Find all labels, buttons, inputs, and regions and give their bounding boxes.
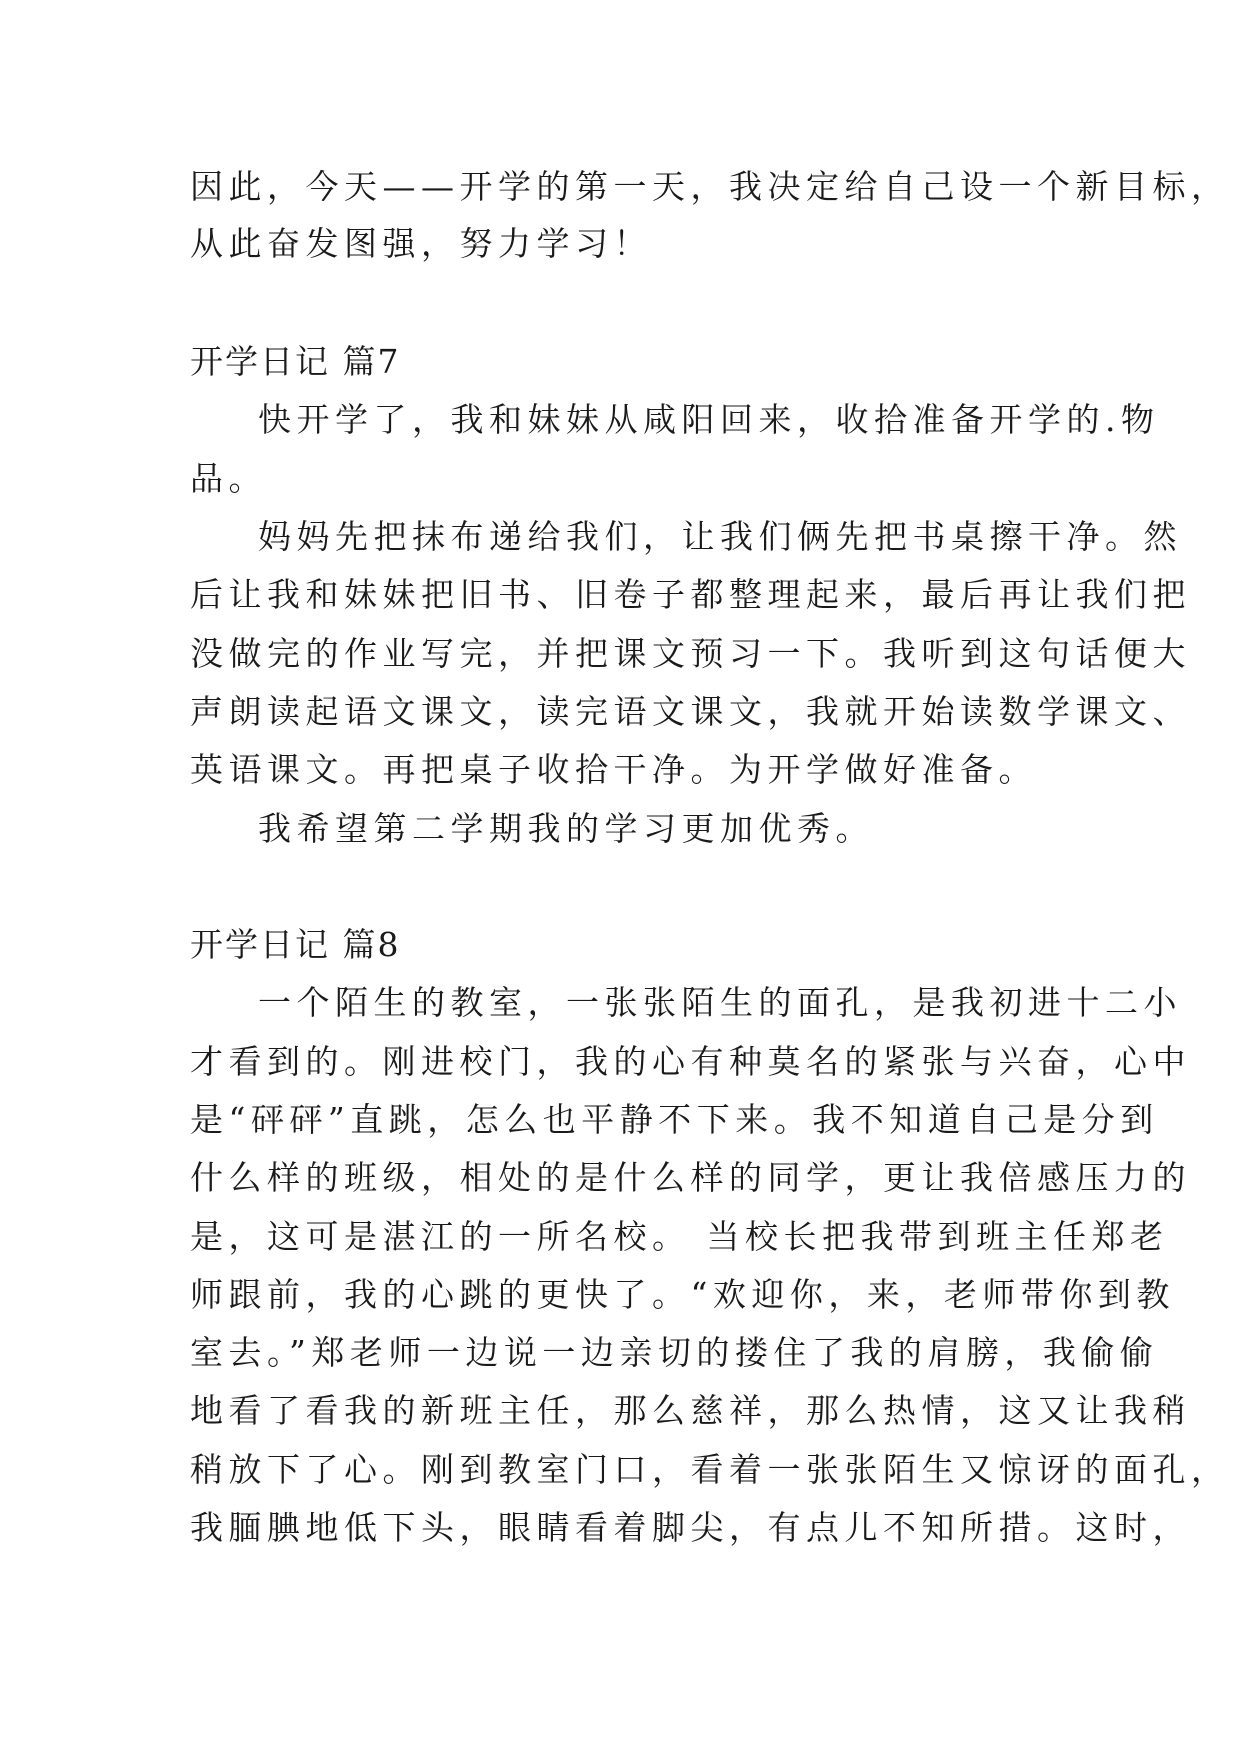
paragraph-first-line: 快开学了，我和妹妹从咸阳回来，收拾准备开学的.物 bbox=[258, 400, 1160, 439]
text-line: 什么样的班级，相处的是什么样的同学，更让我倍感压力的 bbox=[190, 1158, 1191, 1197]
text-line: 是，这可是湛江的一所名校。 当校长把我带到班主任郑老 bbox=[190, 1217, 1169, 1256]
text-line: 英语课文。再把桌子收拾干净。为开学做好准备。 bbox=[190, 750, 1037, 789]
text-line: 声朗读起语文课文，读完语文课文，我就开始读数学课文、 bbox=[190, 692, 1191, 731]
text-line: 从此奋发图强，努力学习！ bbox=[190, 224, 652, 263]
text-line: 师跟前，我的心跳的更快了。“欢迎你，来，老师带你到教 bbox=[190, 1275, 1175, 1314]
text-line: 室去。”郑老师一边说一边亲切的搂住了我的肩膀，我偷偷 bbox=[190, 1333, 1159, 1372]
paragraph-first-line: 妈妈先把抹布递给我们，让我们俩先把书桌擦干净。然 bbox=[258, 517, 1182, 556]
text-line: 地看了看我的新班主任，那么慈祥，那么热情，这又让我稍 bbox=[190, 1391, 1191, 1430]
text-line: 是“砰砰”直跳，怎么也平静不下来。我不知道自己是分到 bbox=[190, 1100, 1159, 1139]
section-heading: 开学日记 篇7 bbox=[190, 342, 401, 381]
text-line: 后让我和妹妹把旧书、旧卷子都整理起来，最后再让我们把 bbox=[190, 575, 1191, 614]
text-line: 才看到的。刚进校门，我的心有种莫名的紧张与兴奋，心中 bbox=[190, 1042, 1191, 1081]
text-line: 我腼腆地低下头，眼睛看着脚尖，有点儿不知所措。这时， bbox=[190, 1508, 1191, 1547]
text-line: 品。 bbox=[190, 459, 267, 498]
paragraph-first-line: 一个陌生的教室，一张张陌生的面孔，是我初进十二小 bbox=[258, 983, 1182, 1022]
text-line: 没做完的作业写完，并把课文预习一下。我听到这句话便大 bbox=[190, 634, 1191, 673]
section-heading: 开学日记 篇8 bbox=[190, 925, 401, 964]
paragraph-first-line: 我希望第二学期我的学习更加优秀。 bbox=[258, 809, 874, 848]
text-line: 因此，今天——开学的第一天，我决定给自己设一个新目标， bbox=[190, 167, 1230, 206]
text-line: 稍放下了心。刚到教室门口，看着一张张陌生又惊讶的面孔， bbox=[190, 1450, 1230, 1489]
